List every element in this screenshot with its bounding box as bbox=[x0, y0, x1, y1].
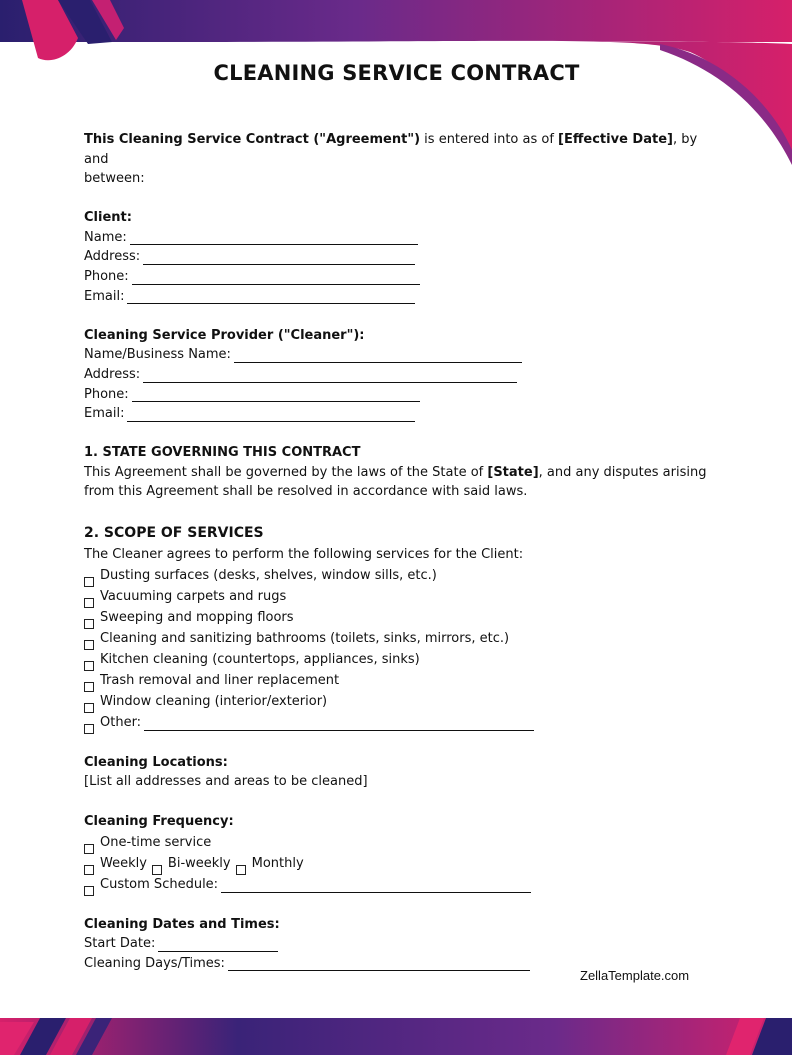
service-other-row bbox=[84, 712, 714, 733]
dates-section bbox=[84, 915, 714, 974]
intro-line-2: between: bbox=[84, 171, 145, 187]
contract-document bbox=[84, 60, 714, 973]
section-1-text-1: This Agreement shall be governed by the laws of the State of bbox=[84, 464, 488, 480]
frequency-weekly-label: Weekly bbox=[100, 856, 147, 872]
cleaning-days-label: Cleaning Days/Times: bbox=[84, 955, 225, 971]
client-email-label: Email: bbox=[84, 288, 125, 304]
provider-email-field[interactable] bbox=[127, 407, 415, 422]
checkbox[interactable] bbox=[84, 598, 94, 608]
client-heading: Client: bbox=[84, 210, 132, 226]
state-placeholder: [State] bbox=[487, 464, 539, 480]
provider-name-row bbox=[84, 345, 714, 365]
intro-bold: This Cleaning Service Contract ("Agreement") bbox=[84, 132, 421, 147]
locations-heading: Cleaning Locations: bbox=[84, 754, 228, 770]
start-date-label: Start Date: bbox=[84, 936, 156, 952]
dates-heading: Cleaning Dates and Times: bbox=[84, 916, 280, 932]
client-address-row bbox=[84, 247, 714, 267]
service-item bbox=[84, 691, 714, 712]
client-phone-field[interactable] bbox=[132, 270, 420, 285]
footer-website[interactable]: ZellaTemplate.com bbox=[580, 968, 690, 983]
provider-address-row bbox=[84, 365, 714, 385]
intro-text-2: , by and bbox=[84, 132, 698, 167]
frequency-custom-row bbox=[84, 874, 714, 895]
locations-text: [List all addresses and areas to be cleaned] bbox=[84, 774, 368, 790]
service-item-label: Cleaning and sanitizing bathrooms (toilets, sinks, mirrors, etc.) bbox=[100, 631, 510, 646]
frequency-heading: Cleaning Frequency: bbox=[84, 814, 234, 830]
section-scope bbox=[84, 523, 714, 733]
client-name-row bbox=[84, 228, 714, 248]
service-item bbox=[84, 607, 714, 628]
provider-heading: Cleaning Service Provider ("Cleaner"): bbox=[84, 327, 365, 343]
client-email-field[interactable] bbox=[127, 289, 415, 304]
checkbox[interactable] bbox=[84, 886, 94, 896]
intro-paragraph bbox=[84, 130, 714, 189]
services-list bbox=[84, 565, 714, 712]
section-1-text-2: , and any disputes arising bbox=[538, 464, 707, 480]
checkbox[interactable] bbox=[84, 577, 94, 587]
section-1-heading: 1. STATE GOVERNING THIS CONTRACT bbox=[84, 445, 361, 461]
service-item bbox=[84, 670, 714, 691]
section-1-text bbox=[84, 463, 714, 502]
service-item bbox=[84, 628, 714, 649]
service-item-label: Window cleaning (interior/exterior) bbox=[100, 694, 328, 709]
provider-phone-field[interactable] bbox=[132, 387, 420, 402]
client-address-field[interactable] bbox=[143, 250, 415, 265]
section-1-line-2: from this Agreement shall be resolved in accordance with said laws. bbox=[84, 484, 528, 500]
client-name-label: Name: bbox=[84, 229, 127, 245]
provider-email-row bbox=[84, 404, 714, 424]
client-phone-label: Phone: bbox=[84, 269, 129, 285]
provider-name-label: Name/Business Name: bbox=[84, 347, 231, 363]
service-item-label: Sweeping and mopping floors bbox=[100, 610, 294, 625]
cleaning-days-field[interactable] bbox=[228, 956, 530, 971]
checkbox[interactable] bbox=[84, 661, 94, 671]
provider-section bbox=[84, 326, 714, 424]
section-governing-law bbox=[84, 443, 714, 502]
service-item-label: Vacuuming carpets and rugs bbox=[100, 589, 287, 604]
frequency-one-time-label: One-time service bbox=[100, 835, 212, 851]
checkbox[interactable] bbox=[236, 865, 246, 875]
service-item-label: Dusting surfaces (desks, shelves, window sills, etc.) bbox=[100, 568, 437, 583]
intro-text-1: is entered into as of bbox=[420, 132, 559, 147]
start-date-field[interactable] bbox=[158, 937, 278, 952]
checkbox[interactable] bbox=[84, 865, 94, 875]
provider-name-field[interactable] bbox=[234, 348, 522, 363]
service-item-label: Trash removal and liner replacement bbox=[100, 673, 340, 688]
checkbox[interactable] bbox=[84, 703, 94, 713]
client-phone-row bbox=[84, 267, 714, 287]
provider-address-field[interactable] bbox=[143, 368, 517, 383]
frequency-custom-label: Custom Schedule: bbox=[100, 877, 219, 893]
effective-date-placeholder: [Effective Date] bbox=[558, 132, 673, 147]
service-item bbox=[84, 586, 714, 607]
checkbox[interactable] bbox=[152, 865, 162, 875]
client-name-field[interactable] bbox=[130, 230, 418, 245]
section-2-intro: The Cleaner agrees to perform the following services for the Client: bbox=[84, 547, 524, 562]
provider-phone-label: Phone: bbox=[84, 386, 129, 402]
checkbox[interactable] bbox=[84, 724, 94, 734]
section-2-heading: 2. SCOPE OF SERVICES bbox=[84, 525, 264, 541]
client-section bbox=[84, 208, 714, 306]
frequency-section bbox=[84, 811, 714, 895]
frequency-custom-field[interactable] bbox=[221, 878, 531, 893]
checkbox[interactable] bbox=[84, 640, 94, 650]
frequency-weekly-row bbox=[84, 853, 714, 874]
provider-email-label: Email: bbox=[84, 406, 125, 422]
start-date-row bbox=[84, 934, 714, 954]
page-title: CLEANING SERVICE CONTRACT bbox=[213, 61, 580, 85]
frequency-one-time-row bbox=[84, 832, 714, 853]
service-item bbox=[84, 565, 714, 586]
provider-phone-row bbox=[84, 385, 714, 405]
service-item bbox=[84, 649, 714, 670]
client-address-label: Address: bbox=[84, 249, 141, 265]
client-email-row bbox=[84, 287, 714, 307]
frequency-biweekly-label: Bi-weekly bbox=[167, 856, 231, 872]
checkbox[interactable] bbox=[84, 844, 94, 854]
service-other-label: Other: bbox=[100, 715, 142, 730]
service-item-label: Kitchen cleaning (countertops, appliances, sinks) bbox=[100, 652, 420, 667]
checkbox[interactable] bbox=[84, 682, 94, 692]
service-other-field[interactable] bbox=[144, 716, 534, 731]
frequency-monthly-label: Monthly bbox=[251, 856, 304, 872]
provider-address-label: Address: bbox=[84, 366, 141, 382]
locations-section bbox=[84, 753, 714, 792]
checkbox[interactable] bbox=[84, 619, 94, 629]
